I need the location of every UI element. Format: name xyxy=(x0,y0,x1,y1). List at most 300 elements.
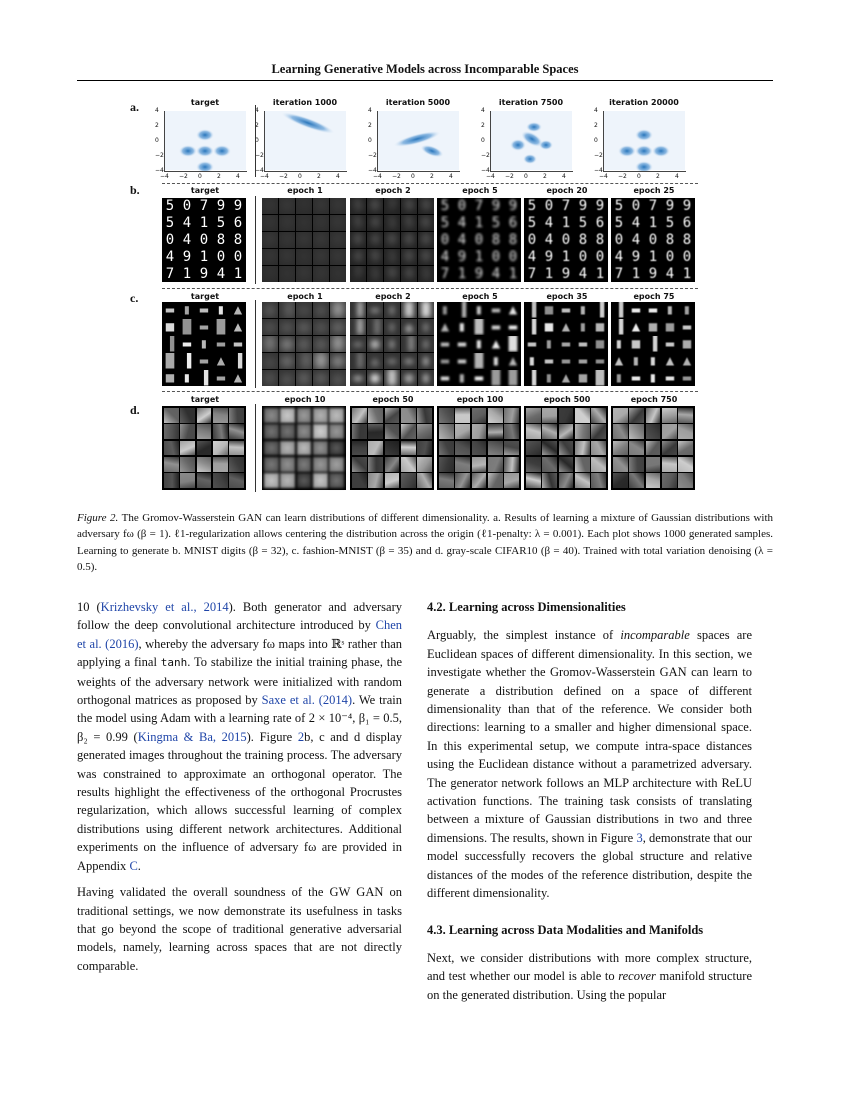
appendix-ref-c[interactable]: C xyxy=(129,858,138,873)
fashion-sample xyxy=(541,336,557,352)
digit-sample xyxy=(350,266,366,282)
cifar-grid-0 xyxy=(162,406,246,490)
clothing-shape: ▬ xyxy=(299,302,309,318)
clothing-shape: ▬ xyxy=(631,302,641,318)
fashion-sample xyxy=(505,370,521,386)
citation-chen[interactable]: Chen et al. (2016) xyxy=(77,618,402,651)
divider-a-b xyxy=(162,183,698,184)
fashion-sample xyxy=(592,302,608,318)
x-tick-label: 4 xyxy=(236,173,240,180)
clothing-shape: ▲ xyxy=(508,302,518,318)
scatter-density xyxy=(164,111,246,171)
digit-sample xyxy=(645,249,661,265)
cifar-sample xyxy=(417,457,432,472)
y-tick-label: 0 xyxy=(481,137,485,144)
cifar-sample xyxy=(504,473,519,488)
clothing-shape: ■ xyxy=(578,370,588,386)
digit-glyph: 8 xyxy=(316,232,326,248)
digit-glyph: 4 xyxy=(631,215,641,231)
fashion-sample xyxy=(471,319,487,335)
cifar-sample xyxy=(164,473,179,488)
clothing-shape: ▮ xyxy=(578,319,588,335)
clothing-shape: ▮ xyxy=(491,353,501,369)
cifar-sample xyxy=(197,408,212,423)
digit-sample xyxy=(262,266,278,282)
digit-sample xyxy=(488,215,504,231)
clothing-shape: ▮ xyxy=(648,370,658,386)
digit-glyph: 1 xyxy=(370,266,380,282)
cifar-sample xyxy=(180,408,195,423)
clothing-shape: ▲ xyxy=(508,353,518,369)
fashion-sample xyxy=(162,302,178,318)
fashion-sample xyxy=(575,353,591,369)
clothing-shape: █ xyxy=(491,370,501,386)
y-tick-label: 0 xyxy=(368,137,372,144)
digit-glyph: 6 xyxy=(333,215,343,231)
digit-sample xyxy=(558,249,574,265)
cifar-sample xyxy=(504,408,519,423)
fashion-sample xyxy=(488,370,504,386)
cifar-sample xyxy=(297,441,312,456)
digit-sample xyxy=(330,232,346,248)
digit-sample xyxy=(330,266,346,282)
clothing-shape: ■ xyxy=(282,336,292,352)
fashion-sample xyxy=(662,319,678,335)
digit-sample xyxy=(230,249,246,265)
digit-sample xyxy=(662,249,678,265)
fashion-sample xyxy=(524,336,540,352)
digit-sample xyxy=(662,232,678,248)
digit-sample xyxy=(524,266,540,282)
fashion-sample xyxy=(279,302,295,318)
digit-sample xyxy=(437,215,453,231)
fashion-sample xyxy=(330,336,346,352)
grid-title: epoch 35 xyxy=(546,292,588,301)
clothing-shape: ■ xyxy=(333,353,343,369)
digit-sample xyxy=(662,266,678,282)
fashion-sample xyxy=(592,370,608,386)
clothing-shape: ▮ xyxy=(614,370,624,386)
x-tick-label: 0 xyxy=(524,173,528,180)
fashion-sample xyxy=(313,302,329,318)
clothing-shape: ▬ xyxy=(199,319,209,335)
fashion-sample xyxy=(213,336,229,352)
row-b-separator xyxy=(255,196,256,284)
y-tick-label: −2 xyxy=(368,152,377,159)
cifar-sample xyxy=(646,424,661,439)
fashion-sample xyxy=(230,370,246,386)
digit-glyph: 1 xyxy=(648,249,658,265)
fashion-sample xyxy=(558,336,574,352)
digit-sample xyxy=(575,266,591,282)
cifar-sample xyxy=(472,457,487,472)
digit-sample xyxy=(454,266,470,282)
digit-glyph: 9 xyxy=(316,198,326,214)
clothing-shape: ▮ xyxy=(614,336,624,352)
clothing-shape: ▐ xyxy=(233,353,243,369)
digit-glyph: 0 xyxy=(508,249,518,265)
digit-glyph: 5 xyxy=(665,215,675,231)
clothing-shape: █ xyxy=(421,302,431,318)
digit-sample xyxy=(524,249,540,265)
left-paragraph-2: Having validated the overall soundness of the GW GAN on traditional settings, we now demonstrate its usefulness in tasks that go beyond the scope of traditional generative adversarial models, namely, learning across spaces that are not directly comparable. xyxy=(77,885,402,973)
cifar-sample xyxy=(264,457,279,472)
digit-sample xyxy=(471,215,487,231)
cifar-sample xyxy=(297,424,312,439)
y-tick-label: −2 xyxy=(481,152,490,159)
digit-sample xyxy=(575,249,591,265)
clothing-shape: █ xyxy=(387,370,397,386)
digit-glyph: 9 xyxy=(370,249,380,265)
cifar-sample xyxy=(559,408,574,423)
digit-glyph: 5 xyxy=(165,198,175,214)
x-tick-label: 4 xyxy=(449,173,453,180)
digit-sample xyxy=(611,266,627,282)
digit-glyph: 9 xyxy=(474,266,484,282)
grid-title: epoch 2 xyxy=(375,186,411,195)
fashion-sample xyxy=(488,319,504,335)
fashion-sample xyxy=(313,336,329,352)
cifar-sample xyxy=(164,408,179,423)
digit-glyph: 0 xyxy=(614,232,624,248)
digit-glyph: 7 xyxy=(614,266,624,282)
cifar-sample xyxy=(229,424,244,439)
cifar-sample xyxy=(280,473,295,488)
x-tick-label: 0 xyxy=(411,173,415,180)
fashion-sample xyxy=(213,370,229,386)
clothing-shape: ▬ xyxy=(474,370,484,386)
clothing-shape: ■ xyxy=(333,319,343,335)
fashion-sample xyxy=(454,319,470,335)
digit-sample xyxy=(592,232,608,248)
digit-glyph: 9 xyxy=(457,249,467,265)
digit-sample xyxy=(367,215,383,231)
digit-sample xyxy=(162,266,178,282)
cifar-sample xyxy=(213,473,228,488)
digit-glyph: 5 xyxy=(440,198,450,214)
clothing-shape: █ xyxy=(474,353,484,369)
citation-kingma[interactable]: Kingma & Ba, 2015 xyxy=(137,729,247,744)
clothing-shape: █ xyxy=(316,353,326,369)
digit-sample xyxy=(418,198,434,214)
left-column xyxy=(77,598,402,983)
figure-ref-2[interactable]: 2 xyxy=(297,729,305,744)
digit-glyph: 9 xyxy=(682,198,692,214)
digit-glyph: 5 xyxy=(404,215,414,231)
row-a-separator xyxy=(255,105,256,177)
clothing-shape: ▲ xyxy=(216,353,226,369)
fashion-sample xyxy=(296,302,312,318)
fashion-sample xyxy=(662,353,678,369)
y-tick-label: 0 xyxy=(155,137,159,144)
cifar-sample xyxy=(629,441,644,456)
code-tanh: tanh xyxy=(160,656,188,670)
x-tick-label: −4 xyxy=(160,173,169,180)
clothing-shape: ▬ xyxy=(316,319,326,335)
fashion-sample xyxy=(628,353,644,369)
clothing-shape: ■ xyxy=(370,370,380,386)
digit-glyph: 1 xyxy=(299,215,309,231)
clothing-shape: ▬ xyxy=(233,336,243,352)
cifar-sample xyxy=(542,473,557,488)
digit-glyph: 1 xyxy=(282,266,292,282)
fashion-sample xyxy=(330,353,346,369)
digit-glyph: 4 xyxy=(282,215,292,231)
digit-glyph: 0 xyxy=(421,249,431,265)
digit-sample xyxy=(196,215,212,231)
fashion-sample xyxy=(437,302,453,318)
cifar-sample xyxy=(575,457,590,472)
mnist-grid-5 xyxy=(611,198,695,282)
cifar-sample xyxy=(313,408,328,423)
digit-sample xyxy=(350,198,366,214)
digit-glyph: 6 xyxy=(595,215,605,231)
density-blob xyxy=(526,122,542,132)
digit-sample xyxy=(454,232,470,248)
clothing-shape: ▬ xyxy=(199,353,209,369)
digit-sample xyxy=(575,232,591,248)
x-tick-label: 2 xyxy=(217,173,221,180)
cifar-sample xyxy=(329,457,344,472)
cifar-sample xyxy=(180,473,195,488)
fashion-sample xyxy=(418,302,434,318)
grid-title: epoch 10 xyxy=(284,395,326,404)
cifar-sample xyxy=(559,441,574,456)
fashion-sample xyxy=(418,336,434,352)
digit-sample xyxy=(454,249,470,265)
fashion-sample xyxy=(679,319,695,335)
fashion-sample xyxy=(575,319,591,335)
cifar-sample xyxy=(368,441,383,456)
fashion-sample xyxy=(262,336,278,352)
cifar-sample xyxy=(352,441,367,456)
fashion-sample xyxy=(367,353,383,369)
clothing-shape: ■ xyxy=(595,336,605,352)
digit-glyph: 6 xyxy=(421,215,431,231)
fashion-sample xyxy=(575,370,591,386)
clothing-shape: ▲ xyxy=(404,319,414,335)
digit-glyph: 7 xyxy=(265,266,275,282)
fashion-sample xyxy=(541,370,557,386)
digit-glyph: 9 xyxy=(544,249,554,265)
cifar-sample xyxy=(455,457,470,472)
y-tick-label: −4 xyxy=(255,167,264,174)
plot-title: iteration 5000 xyxy=(385,98,451,107)
digit-sample xyxy=(524,198,540,214)
clothing-shape: ▮ xyxy=(474,302,484,318)
clothing-shape: ▬ xyxy=(665,370,675,386)
digit-sample xyxy=(611,232,627,248)
digit-glyph: 1 xyxy=(631,266,641,282)
fashion-sample xyxy=(296,336,312,352)
digit-glyph: 5 xyxy=(614,215,624,231)
fashion-sample xyxy=(524,319,540,335)
digit-glyph: 8 xyxy=(333,232,343,248)
cifar-sample xyxy=(264,441,279,456)
digit-glyph: 8 xyxy=(404,232,414,248)
clothing-shape: ■ xyxy=(665,319,675,335)
mnist-grid-3 xyxy=(437,198,521,282)
cifar-sample xyxy=(417,408,432,423)
density-blob xyxy=(510,139,526,151)
clothing-shape: ■ xyxy=(682,336,692,352)
fashion-sample xyxy=(611,353,627,369)
digit-sample xyxy=(541,198,557,214)
fashion-sample xyxy=(662,370,678,386)
cifar-sample xyxy=(329,441,344,456)
digit-sample xyxy=(437,249,453,265)
digit-glyph: 1 xyxy=(682,266,692,282)
digit-sample xyxy=(628,198,644,214)
digit-glyph: 0 xyxy=(457,198,467,214)
scatter-density xyxy=(377,111,459,171)
fashion-sample xyxy=(279,336,295,352)
right-column xyxy=(427,598,752,1012)
digit-sample xyxy=(437,232,453,248)
digit-sample xyxy=(313,198,329,214)
digit-sample xyxy=(279,266,295,282)
fashion-sample xyxy=(418,370,434,386)
digit-glyph: 0 xyxy=(199,232,209,248)
x-tick-label: −2 xyxy=(392,173,401,180)
digit-sample xyxy=(401,215,417,231)
citation-krizhevsky[interactable]: Krizhevsky et al., 2014 xyxy=(100,600,229,614)
x-tick-label: 0 xyxy=(198,173,202,180)
citation-saxe[interactable]: Saxe et al. (2014) xyxy=(261,693,353,708)
digit-glyph: 9 xyxy=(404,198,414,214)
clothing-shape: ▐ xyxy=(527,319,537,335)
cifar-sample xyxy=(526,457,541,472)
y-tick-label: 4 xyxy=(255,107,259,114)
x-tick-label: −4 xyxy=(260,173,269,180)
cifar-sample xyxy=(164,457,179,472)
digit-glyph: 0 xyxy=(527,232,537,248)
cifar-sample xyxy=(368,424,383,439)
digit-glyph: 0 xyxy=(316,249,326,265)
fashion-sample xyxy=(628,302,644,318)
fashion-sample xyxy=(262,370,278,386)
digit-glyph: 0 xyxy=(544,198,554,214)
clothing-shape: ▮ xyxy=(387,336,397,352)
clothing-shape: █ xyxy=(474,319,484,335)
digit-sample xyxy=(330,215,346,231)
digit-glyph: 5 xyxy=(316,215,326,231)
digit-glyph: 0 xyxy=(333,249,343,265)
digit-glyph: 9 xyxy=(216,198,226,214)
digit-sample xyxy=(628,266,644,282)
figure-ref-3[interactable]: 3 xyxy=(636,830,643,845)
digit-glyph: 0 xyxy=(561,232,571,248)
plot-title: iteration 20000 xyxy=(609,98,679,107)
clothing-shape: ▮ xyxy=(682,302,692,318)
fashion-sample xyxy=(230,353,246,369)
cifar-sample xyxy=(213,424,228,439)
digit-sample xyxy=(505,198,521,214)
clothing-shape: ▮ xyxy=(665,302,675,318)
scatter-density xyxy=(603,111,685,171)
cifar-sample xyxy=(678,457,693,472)
y-tick-label: 0 xyxy=(594,137,598,144)
cifar-sample xyxy=(264,473,279,488)
clothing-shape: ■ xyxy=(165,370,175,386)
fashion-sample xyxy=(162,353,178,369)
clothing-shape: ▲ xyxy=(561,370,571,386)
fashion-sample xyxy=(179,302,195,318)
digit-glyph: 7 xyxy=(561,198,571,214)
digit-glyph: 9 xyxy=(578,198,588,214)
x-tick-label: −2 xyxy=(179,173,188,180)
cifar-sample xyxy=(678,473,693,488)
digit-sample xyxy=(296,232,312,248)
x-tick-label: 2 xyxy=(656,173,660,180)
cifar-sample xyxy=(559,457,574,472)
cifar-sample xyxy=(197,457,212,472)
digit-glyph: 1 xyxy=(387,215,397,231)
fashion-sample xyxy=(384,302,400,318)
cifar-sample xyxy=(662,441,677,456)
cifar-sample xyxy=(313,457,328,472)
digit-sample xyxy=(384,249,400,265)
digit-sample xyxy=(454,215,470,231)
digit-sample xyxy=(230,266,246,282)
digit-sample xyxy=(401,232,417,248)
clothing-shape: ▮ xyxy=(182,302,192,318)
fashion-sample xyxy=(384,370,400,386)
digit-sample xyxy=(592,215,608,231)
grid-title: epoch 25 xyxy=(633,186,675,195)
digit-sample xyxy=(162,232,178,248)
digit-glyph: 4 xyxy=(614,249,624,265)
digit-sample xyxy=(505,249,521,265)
cifar-grid-3 xyxy=(437,406,521,490)
cifar-sample xyxy=(613,457,628,472)
clothing-shape: ▐ xyxy=(353,353,363,369)
clothing-shape: ■ xyxy=(648,319,658,335)
fashion-sample xyxy=(196,353,212,369)
digit-glyph: 1 xyxy=(387,249,397,265)
digit-glyph: 4 xyxy=(544,232,554,248)
x-tick-label: 2 xyxy=(430,173,434,180)
digit-sample xyxy=(350,232,366,248)
cifar-sample xyxy=(329,408,344,423)
digit-glyph: 9 xyxy=(182,249,192,265)
clothing-shape: ▬ xyxy=(165,302,175,318)
digit-glyph: 1 xyxy=(333,266,343,282)
divider-c-d xyxy=(162,391,698,392)
digit-sample xyxy=(418,266,434,282)
clothing-shape: █ xyxy=(508,370,518,386)
digit-sample xyxy=(196,198,212,214)
digit-sample xyxy=(628,249,644,265)
fashion-sample xyxy=(524,302,540,318)
x-tick-label: −4 xyxy=(486,173,495,180)
fashion-grid-1 xyxy=(262,302,346,386)
fashion-sample xyxy=(279,353,295,369)
fashion-sample xyxy=(330,370,346,386)
digit-sample xyxy=(213,215,229,231)
digit-sample xyxy=(179,249,195,265)
fashion-sample xyxy=(662,302,678,318)
fashion-sample xyxy=(401,319,417,335)
digit-glyph: 7 xyxy=(648,198,658,214)
x-tick-label: 0 xyxy=(637,173,641,180)
y-tick-label: −4 xyxy=(594,167,603,174)
cifar-sample xyxy=(455,408,470,423)
clothing-shape: ▬ xyxy=(648,302,658,318)
cifar-grid-2 xyxy=(350,406,434,490)
digit-glyph: 9 xyxy=(595,198,605,214)
plot-a-2 xyxy=(368,98,459,180)
